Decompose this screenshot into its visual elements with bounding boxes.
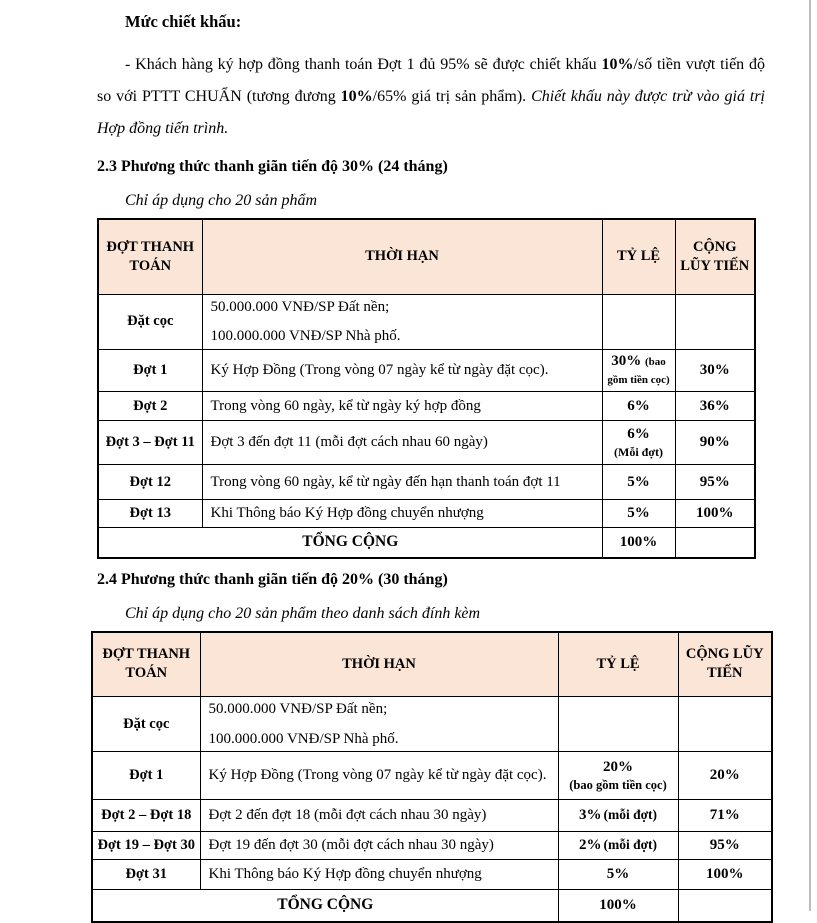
cumulative-cell bbox=[678, 697, 772, 752]
table-row bbox=[98, 294, 755, 349]
term-line: 50.000.000 VNĐ/SP Đất nền; bbox=[208, 701, 388, 718]
rate-value: 30% bbox=[611, 352, 642, 369]
document-content bbox=[97, 0, 765, 923]
rate-cell bbox=[602, 421, 675, 465]
installment-cell: Đặt cọc bbox=[98, 294, 202, 349]
term-cell: Ký Hợp Đồng (Trong vòng 07 ngày kể từ ngày đặt cọc). bbox=[202, 349, 602, 392]
table-row bbox=[98, 500, 755, 528]
cumulative-cell: 30% bbox=[675, 349, 755, 392]
term-line: 100.000.000 VNĐ/SP Nhà phố. bbox=[208, 730, 399, 747]
rate-value: 2% bbox=[578, 837, 602, 854]
rate-cell: 6% bbox=[602, 392, 675, 421]
column-header-rate: TỶ LỆ bbox=[602, 219, 675, 294]
rate-value: 20% bbox=[603, 758, 633, 775]
term-cell: Ký Hợp Đồng (Trong vòng 07 ngày kể từ ngày đặt cọc). bbox=[200, 752, 558, 800]
total-label: TỔNG CỘNG bbox=[92, 890, 558, 922]
term-cell: Trong vòng 60 ngày, kể từ ngày đến hạn thanh toán đợt 11 bbox=[202, 465, 602, 500]
discount-note-italic: Chiết khấu này được trừ vào giá trị Hợp đồng tiến trình. bbox=[97, 88, 765, 137]
discount-text-3: /65% giá trị sản phẩm). bbox=[372, 88, 532, 105]
installment-cell: Đợt 31 bbox=[92, 860, 200, 890]
term-cell bbox=[200, 697, 558, 752]
cumulative-cell bbox=[675, 294, 755, 349]
installment-cell: Đặt cọc bbox=[92, 697, 200, 752]
table-row bbox=[92, 697, 772, 752]
column-header-cumulative: CỘNG LŨY TIẾN bbox=[675, 219, 755, 294]
rate-cell bbox=[558, 800, 678, 832]
term-line: 50.000.000 VNĐ/SP Đất nền; bbox=[210, 298, 390, 315]
cumulative-cell: 20% bbox=[678, 752, 772, 800]
column-header-term: THỜI HẠN bbox=[202, 219, 602, 294]
installment-cell: Đợt 2 – Đợt 18 bbox=[92, 800, 200, 832]
table-row bbox=[92, 800, 772, 832]
section-2-3-heading: 2.3 Phương thức thanh giãn tiến độ 30% (24 tháng) bbox=[97, 158, 448, 175]
table-row bbox=[98, 349, 755, 392]
term-cell: Đợt 3 đến đợt 11 (mỗi đợt cách nhau 60 ngày) bbox=[202, 421, 602, 465]
discount-text-1: - Khách hàng ký hợp đồng thanh toán Đợt 1 đủ 95% sẽ được chiết khấu bbox=[125, 56, 602, 73]
total-rate-cell: 100% bbox=[558, 890, 678, 922]
total-cumulative-cell bbox=[678, 890, 772, 922]
total-row bbox=[92, 890, 772, 922]
rate-value: 3% bbox=[578, 807, 602, 824]
table-row bbox=[92, 832, 772, 860]
payment-table-20pct bbox=[91, 631, 773, 923]
rate-cell: 5% bbox=[602, 465, 675, 500]
cumulative-cell: 71% bbox=[678, 800, 772, 832]
total-rate-cell: 100% bbox=[602, 528, 675, 558]
column-header-rate: TỶ LỆ bbox=[558, 632, 678, 697]
rate-cell bbox=[558, 697, 678, 752]
term-cell: Khi Thông báo Ký Hợp đồng chuyển nhượng bbox=[202, 500, 602, 528]
table-row bbox=[92, 860, 772, 890]
rate-cell bbox=[558, 752, 678, 800]
section-2-4-heading: 2.4 Phương thức thanh giãn tiến độ 20% (30 tháng) bbox=[97, 570, 448, 588]
rate-cell: 5% bbox=[558, 860, 678, 890]
payment-table-30pct bbox=[97, 218, 756, 559]
installment-cell: Đợt 19 – Đợt 30 bbox=[92, 832, 200, 860]
rate-note: (mỗi đợt) bbox=[603, 807, 658, 823]
rate-note: (mỗi đợt) bbox=[603, 837, 658, 853]
term-cell: Khi Thông báo Ký Hợp đồng chuyển nhượng bbox=[200, 860, 558, 890]
total-row bbox=[98, 528, 755, 558]
column-header-cumulative: CỘNG LŨY TIẾN bbox=[678, 632, 772, 697]
cumulative-cell: 95% bbox=[675, 465, 755, 500]
cumulative-cell: 100% bbox=[678, 860, 772, 890]
column-header-installment: ĐỢT THANH TOÁN bbox=[92, 632, 200, 697]
term-cell: Trong vòng 60 ngày, kể từ ngày ký hợp đồng bbox=[202, 392, 602, 421]
table-row bbox=[92, 752, 772, 800]
rate-cell: 5% bbox=[602, 500, 675, 528]
rate-cell bbox=[602, 349, 675, 392]
table-row bbox=[98, 465, 755, 500]
discount-rate-1: 10% bbox=[601, 56, 634, 73]
column-header-term: THỜI HẠN bbox=[200, 632, 558, 697]
discount-heading: Mức chiết khấu: bbox=[125, 12, 242, 31]
term-cell: Đợt 2 đến đợt 18 (mỗi đợt cách nhau 30 ngày) bbox=[200, 800, 558, 832]
rate-cell bbox=[602, 294, 675, 349]
installment-cell: Đợt 2 bbox=[98, 392, 202, 421]
column-header-installment: ĐỢT THANH TOÁN bbox=[98, 219, 202, 294]
installment-cell: Đợt 1 bbox=[92, 752, 200, 800]
installment-cell: Đợt 1 bbox=[98, 349, 202, 392]
rate-cell bbox=[558, 832, 678, 860]
installment-cell: Đợt 12 bbox=[98, 465, 202, 500]
discount-paragraph bbox=[97, 49, 765, 145]
cumulative-cell: 90% bbox=[675, 421, 755, 465]
table-row bbox=[98, 392, 755, 421]
term-cell bbox=[202, 294, 602, 349]
term-cell: Đợt 19 đến đợt 30 (mỗi đợt cách nhau 30 ngày) bbox=[200, 832, 558, 860]
cumulative-cell: 36% bbox=[675, 392, 755, 421]
rate-value: 6% bbox=[627, 426, 650, 443]
page-edge-line bbox=[809, 0, 811, 911]
rate-note: (bao gồm tiền cọc) bbox=[607, 355, 670, 387]
cumulative-cell: 95% bbox=[678, 832, 772, 860]
term-line: 100.000.000 VNĐ/SP Nhà phố. bbox=[210, 328, 401, 344]
total-label: TỔNG CỘNG bbox=[98, 528, 602, 558]
table-header-row bbox=[98, 219, 755, 294]
discount-rate-2: 10% bbox=[340, 88, 373, 105]
table-row bbox=[98, 421, 755, 465]
rate-note: (bao gồm tiền cọc) bbox=[569, 777, 667, 792]
section-2-3-note: Chỉ áp dụng cho 20 sản phẩm bbox=[125, 192, 317, 209]
cumulative-cell: 100% bbox=[675, 500, 755, 528]
discount-text-2: /số tiền vượt tiến độ so với PTTT CHUẨN (tương đương bbox=[97, 56, 765, 105]
section-2-4-note: Chỉ áp dụng cho 20 sản phẩm theo danh sách đính kèm bbox=[125, 604, 481, 622]
table-header-row bbox=[92, 632, 772, 697]
installment-cell: Đợt 13 bbox=[98, 500, 202, 528]
installment-cell: Đợt 3 – Đợt 11 bbox=[98, 421, 202, 465]
rate-note: (Mỗi đợt) bbox=[614, 444, 663, 459]
total-cumulative-cell bbox=[675, 528, 755, 558]
